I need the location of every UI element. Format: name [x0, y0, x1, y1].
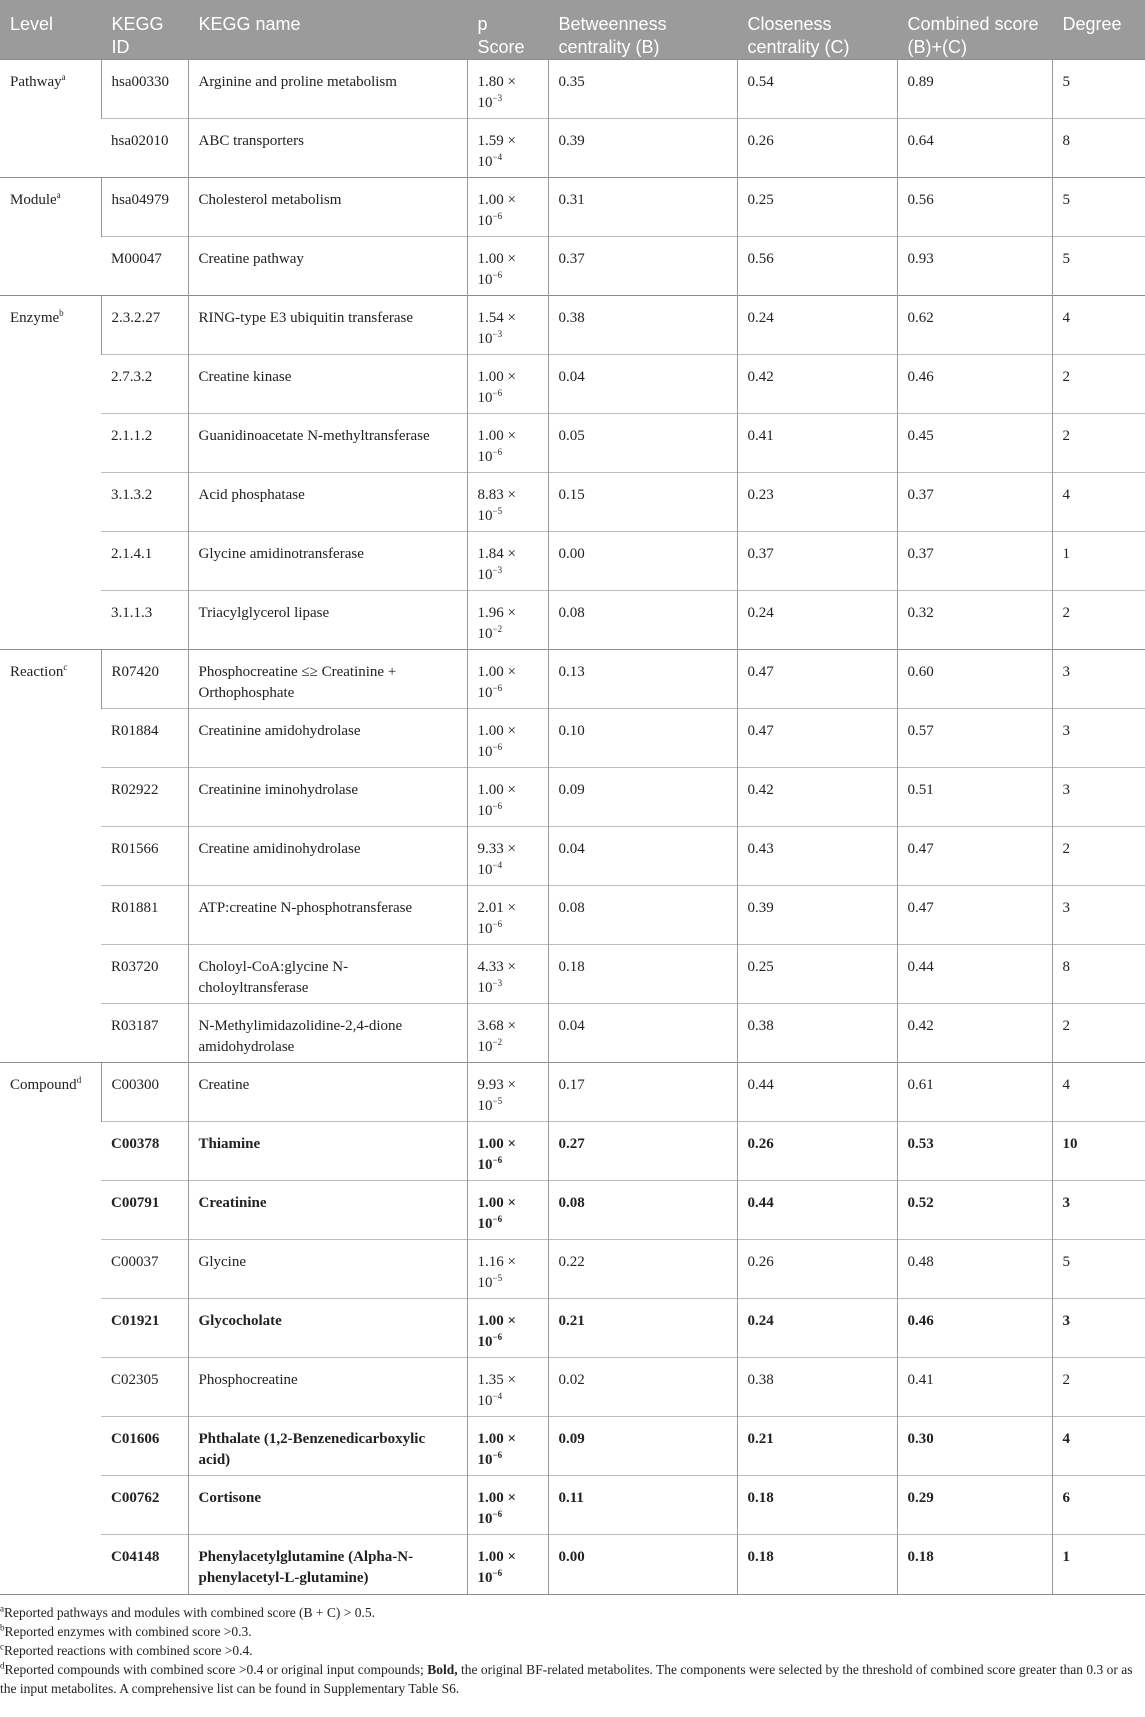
kegg-name-cell: Cortisone	[188, 1476, 467, 1535]
degree-cell: 2	[1052, 1358, 1145, 1417]
table-row	[0, 1240, 1145, 1299]
degree-cell: 2	[1052, 1004, 1145, 1063]
p-score-cell: 1.00 × $10^{-6}$	[467, 1476, 548, 1535]
kegg-id-cell: 3.1.1.3	[101, 591, 188, 650]
betweenness-cell: 0.39	[548, 119, 737, 178]
table-row	[0, 414, 1145, 473]
kegg-name-cell: Glycocholate	[188, 1299, 467, 1358]
p-score-cell: 8.83 × $10^{-5}$	[467, 473, 548, 532]
kegg-id-cell: R07420	[101, 650, 188, 709]
p-score-cell: 9.93 × $10^{-5}$	[467, 1063, 548, 1122]
p-score-cell: 1.00 × $10^{-6}$	[467, 237, 548, 296]
kegg-name-cell: Creatinine	[188, 1181, 467, 1240]
kegg-id-cell: hsa00330	[101, 60, 188, 119]
level-cell: Pathway$^a$	[0, 60, 101, 178]
kegg-id-cell: C00791	[101, 1181, 188, 1240]
kegg-id-cell: 2.7.3.2	[101, 355, 188, 414]
combined-score-cell: 0.93	[897, 237, 1052, 296]
betweenness-cell: 0.37	[548, 237, 737, 296]
table-row	[0, 650, 1145, 709]
kegg-name-cell: Creatine pathway	[188, 237, 467, 296]
closeness-cell: 0.43	[737, 827, 897, 886]
kegg-id-cell: R03720	[101, 945, 188, 1004]
kegg-id-cell: 2.1.4.1	[101, 532, 188, 591]
table-row	[0, 709, 1145, 768]
combined-score-cell: 0.29	[897, 1476, 1052, 1535]
header-p-score: p Score	[467, 0, 548, 60]
betweenness-cell: 0.38	[548, 296, 737, 355]
combined-score-cell: 0.48	[897, 1240, 1052, 1299]
degree-cell: 5	[1052, 237, 1145, 296]
combined-score-cell: 0.89	[897, 60, 1052, 119]
degree-cell: 3	[1052, 709, 1145, 768]
betweenness-cell: 0.31	[548, 178, 737, 237]
betweenness-cell: 0.15	[548, 473, 737, 532]
p-score-cell: 1.35 × $10^{-4}$	[467, 1358, 548, 1417]
degree-cell: 5	[1052, 178, 1145, 237]
betweenness-cell: 0.11	[548, 1476, 737, 1535]
kegg-id-cell: R02922	[101, 768, 188, 827]
p-score-cell: 9.33 × $10^{-4}$	[467, 827, 548, 886]
kegg-name-cell: Creatinine amidohydrolase	[188, 709, 467, 768]
combined-score-cell: 0.32	[897, 591, 1052, 650]
betweenness-cell: 0.08	[548, 591, 737, 650]
degree-cell: 4	[1052, 1417, 1145, 1476]
footnote: $^b$Reported enzymes with combined score >0.3.	[0, 1622, 252, 1639]
betweenness-cell: 0.08	[548, 1181, 737, 1240]
header-closeness: Closeness centrality (C)	[737, 0, 897, 60]
table-row	[0, 1004, 1145, 1063]
degree-cell: 2	[1052, 414, 1145, 473]
kegg-name-cell: Phosphocreatine ≤≥ Creatinine + Orthophosphate	[188, 650, 467, 709]
degree-cell: 8	[1052, 119, 1145, 178]
p-score-cell: 1.00 × $10^{-6}$	[467, 1122, 548, 1181]
kegg-id-cell: R01881	[101, 886, 188, 945]
combined-score-cell: 0.41	[897, 1358, 1052, 1417]
kegg-name-cell: Acid phosphatase	[188, 473, 467, 532]
degree-cell: 1	[1052, 1535, 1145, 1595]
betweenness-cell: 0.27	[548, 1122, 737, 1181]
degree-cell: 10	[1052, 1122, 1145, 1181]
closeness-cell: 0.42	[737, 355, 897, 414]
degree-cell: 4	[1052, 296, 1145, 355]
closeness-cell: 0.18	[737, 1535, 897, 1595]
closeness-cell: 0.44	[737, 1063, 897, 1122]
table-row	[0, 886, 1145, 945]
closeness-cell: 0.26	[737, 119, 897, 178]
degree-cell: 4	[1052, 473, 1145, 532]
kegg-name-cell: Creatine amidinohydrolase	[188, 827, 467, 886]
closeness-cell: 0.23	[737, 473, 897, 532]
table-row	[0, 119, 1145, 178]
combined-score-cell: 0.18	[897, 1535, 1052, 1595]
degree-cell: 4	[1052, 1063, 1145, 1122]
kegg-name-cell: Phosphocreatine	[188, 1358, 467, 1417]
combined-score-cell: 0.47	[897, 886, 1052, 945]
degree-cell: 6	[1052, 1476, 1145, 1535]
table-row	[0, 1299, 1145, 1358]
betweenness-cell: 0.17	[548, 1063, 737, 1122]
closeness-cell: 0.39	[737, 886, 897, 945]
combined-score-cell: 0.64	[897, 119, 1052, 178]
table-row	[0, 473, 1145, 532]
kegg-id-cell: C01606	[101, 1417, 188, 1476]
table-row	[0, 1122, 1145, 1181]
kegg-name-cell: Thiamine	[188, 1122, 467, 1181]
degree-cell: 5	[1052, 1240, 1145, 1299]
table-row	[0, 945, 1145, 1004]
degree-cell: 3	[1052, 650, 1145, 709]
footnote: $^d$Reported compounds with combined score >0.4 or original input compounds; Bold, the original BF-related metabolites. The components were selected by the threshold of combined score greater than 0.3 or as the input metabolites. A comprehensive list can be found in Supplementary Table S6.	[0, 1660, 1133, 1696]
betweenness-cell: 0.02	[548, 1358, 737, 1417]
kegg-id-cell: C02305	[101, 1358, 188, 1417]
closeness-cell: 0.47	[737, 709, 897, 768]
kegg-id-cell: R03187	[101, 1004, 188, 1063]
kegg-id-cell: 2.3.2.27	[101, 296, 188, 355]
kegg-name-cell: N-Methylimidazolidine-2,4-dione amidohydrolase	[188, 1004, 467, 1063]
p-score-cell: 1.96 × $10^{-2}$	[467, 591, 548, 650]
footnote: $^c$Reported reactions with combined score >0.4.	[0, 1641, 253, 1658]
kegg-id-cell: R01884	[101, 709, 188, 768]
p-score-cell: 1.84 × $10^{-3}$	[467, 532, 548, 591]
p-score-cell: 1.16 × $10^{-5}$	[467, 1240, 548, 1299]
level-cell: Compound$^d$	[0, 1063, 101, 1595]
closeness-cell: 0.24	[737, 1299, 897, 1358]
degree-cell: 3	[1052, 1181, 1145, 1240]
p-score-cell: 1.00 × $10^{-6}$	[467, 768, 548, 827]
closeness-cell: 0.24	[737, 591, 897, 650]
p-score-cell: 2.01 × $10^{-6}$	[467, 886, 548, 945]
closeness-cell: 0.26	[737, 1122, 897, 1181]
header-kegg-name: KEGG name	[188, 0, 467, 60]
closeness-cell: 0.56	[737, 237, 897, 296]
closeness-cell: 0.41	[737, 414, 897, 473]
kegg-id-cell: 2.1.1.2	[101, 414, 188, 473]
level-cell: Module$^a$	[0, 178, 101, 296]
combined-score-cell: 0.62	[897, 296, 1052, 355]
header-kegg-id: KEGG ID	[101, 0, 188, 60]
p-score-cell: 3.68 × $10^{-2}$	[467, 1004, 548, 1063]
kegg-name-cell: Creatine kinase	[188, 355, 467, 414]
closeness-cell: 0.18	[737, 1476, 897, 1535]
combined-score-cell: 0.45	[897, 414, 1052, 473]
kegg-id-cell: 3.1.3.2	[101, 473, 188, 532]
p-score-cell: 1.80 × $10^{-3}$	[467, 60, 548, 119]
betweenness-cell: 0.00	[548, 1535, 737, 1595]
betweenness-cell: 0.05	[548, 414, 737, 473]
kegg-id-cell: M00047	[101, 237, 188, 296]
closeness-cell: 0.54	[737, 60, 897, 119]
kegg-id-cell: C00378	[101, 1122, 188, 1181]
combined-score-cell: 0.51	[897, 768, 1052, 827]
p-score-cell: 1.00 × $10^{-6}$	[467, 178, 548, 237]
combined-score-cell: 0.46	[897, 355, 1052, 414]
kegg-name-cell: Glycine	[188, 1240, 467, 1299]
kegg-name-cell: Phthalate (1,2-Benzenedicarboxylic acid)	[188, 1417, 467, 1476]
betweenness-cell: 0.21	[548, 1299, 737, 1358]
p-score-cell: 1.00 × $10^{-6}$	[467, 1299, 548, 1358]
degree-cell: 2	[1052, 355, 1145, 414]
header-combined-score: Combined score (B)+(C)	[897, 0, 1052, 60]
table-row	[0, 1535, 1145, 1595]
betweenness-cell: 0.04	[548, 1004, 737, 1063]
kegg-name-cell: RING-type E3 ubiquitin transferase	[188, 296, 467, 355]
betweenness-cell: 0.04	[548, 827, 737, 886]
level-cell: Reaction$^c$	[0, 650, 101, 1063]
kegg-id-cell: C00762	[101, 1476, 188, 1535]
degree-cell: 2	[1052, 591, 1145, 650]
combined-score-cell: 0.30	[897, 1417, 1052, 1476]
header-degree: Degree	[1052, 0, 1145, 60]
combined-score-cell: 0.61	[897, 1063, 1052, 1122]
betweenness-cell: 0.13	[548, 650, 737, 709]
combined-score-cell: 0.46	[897, 1299, 1052, 1358]
table-footnotes	[0, 1595, 1145, 1698]
kegg-id-cell: R01566	[101, 827, 188, 886]
betweenness-cell: 0.04	[548, 355, 737, 414]
closeness-cell: 0.25	[737, 178, 897, 237]
table-row	[0, 591, 1145, 650]
combined-score-cell: 0.52	[897, 1181, 1052, 1240]
kegg-id-cell: C01921	[101, 1299, 188, 1358]
closeness-cell: 0.37	[737, 532, 897, 591]
table-row	[0, 1417, 1145, 1476]
table-row	[0, 60, 1145, 119]
footnote: $^a$Reported pathways and modules with combined score (B + C) > 0.5.	[0, 1603, 376, 1620]
betweenness-cell: 0.08	[548, 886, 737, 945]
degree-cell: 1	[1052, 532, 1145, 591]
header-betweenness: Betweenness centrality (B)	[548, 0, 737, 60]
betweenness-cell: 0.22	[548, 1240, 737, 1299]
kegg-name-cell: ABC transporters	[188, 119, 467, 178]
table-body	[0, 60, 1145, 1595]
combined-score-cell: 0.60	[897, 650, 1052, 709]
closeness-cell: 0.24	[737, 296, 897, 355]
p-score-cell: 4.33 × $10^{-3}$	[467, 945, 548, 1004]
kegg-name-cell: ATP:creatine N-phosphotransferase	[188, 886, 467, 945]
degree-cell: 8	[1052, 945, 1145, 1004]
p-score-cell: 1.00 × $10^{-6}$	[467, 414, 548, 473]
table-row	[0, 237, 1145, 296]
kegg-name-cell: Cholesterol metabolism	[188, 178, 467, 237]
p-score-cell: 1.54 × $10^{-3}$	[467, 296, 548, 355]
p-score-cell: 1.00 × $10^{-6}$	[467, 709, 548, 768]
p-score-cell: 1.59 × $10^{-4}$	[467, 119, 548, 178]
betweenness-cell: 0.18	[548, 945, 737, 1004]
table-row	[0, 1063, 1145, 1122]
kegg-name-cell: Phenylacetylglutamine (Alpha-N-phenylacetyl-L-glutamine)	[188, 1535, 467, 1595]
betweenness-cell: 0.09	[548, 768, 737, 827]
combined-score-cell: 0.42	[897, 1004, 1052, 1063]
table-row	[0, 532, 1145, 591]
p-score-cell: 1.00 × $10^{-6}$	[467, 1181, 548, 1240]
degree-cell: 2	[1052, 827, 1145, 886]
kegg-name-cell: Choloyl-CoA:glycine N-choloyltransferase	[188, 945, 467, 1004]
kegg-name-cell: Creatine	[188, 1063, 467, 1122]
kegg-id-cell: hsa02010	[101, 119, 188, 178]
degree-cell: 3	[1052, 1299, 1145, 1358]
kegg-name-cell: Arginine and proline metabolism	[188, 60, 467, 119]
kegg-id-cell: C00300	[101, 1063, 188, 1122]
table-row	[0, 355, 1145, 414]
kegg-name-cell: Triacylglycerol lipase	[188, 591, 467, 650]
kegg-name-cell: Creatinine iminohydrolase	[188, 768, 467, 827]
closeness-cell: 0.26	[737, 1240, 897, 1299]
degree-cell: 5	[1052, 60, 1145, 119]
table-row	[0, 1358, 1145, 1417]
closeness-cell: 0.38	[737, 1358, 897, 1417]
closeness-cell: 0.44	[737, 1181, 897, 1240]
combined-score-cell: 0.47	[897, 827, 1052, 886]
closeness-cell: 0.42	[737, 768, 897, 827]
kegg-id-cell: hsa04979	[101, 178, 188, 237]
table-row	[0, 296, 1145, 355]
table-row	[0, 827, 1145, 886]
p-score-cell: 1.00 × $10^{-6}$	[467, 1417, 548, 1476]
closeness-cell: 0.38	[737, 1004, 897, 1063]
p-score-cell: 1.00 × $10^{-6}$	[467, 355, 548, 414]
closeness-cell: 0.47	[737, 650, 897, 709]
kegg-name-cell: Glycine amidinotransferase	[188, 532, 467, 591]
betweenness-cell: 0.09	[548, 1417, 737, 1476]
degree-cell: 3	[1052, 768, 1145, 827]
table-row	[0, 1476, 1145, 1535]
kegg-name-cell: Guanidinoacetate N-methyltransferase	[188, 414, 467, 473]
kegg-id-cell: C04148	[101, 1535, 188, 1595]
combined-score-cell: 0.37	[897, 473, 1052, 532]
closeness-cell: 0.21	[737, 1417, 897, 1476]
table-header-row	[0, 0, 1145, 60]
betweenness-cell: 0.10	[548, 709, 737, 768]
combined-score-cell: 0.37	[897, 532, 1052, 591]
table-row	[0, 178, 1145, 237]
header-level: Level	[0, 0, 101, 60]
kegg-id-cell: C00037	[101, 1240, 188, 1299]
p-score-cell: 1.00 × $10^{-6}$	[467, 1535, 548, 1595]
combined-score-cell: 0.53	[897, 1122, 1052, 1181]
betweenness-cell: 0.00	[548, 532, 737, 591]
combined-score-cell: 0.57	[897, 709, 1052, 768]
p-score-cell: 1.00 × $10^{-6}$	[467, 650, 548, 709]
combined-score-cell: 0.56	[897, 178, 1052, 237]
closeness-cell: 0.25	[737, 945, 897, 1004]
level-cell: Enzyme$^b$	[0, 296, 101, 650]
degree-cell: 3	[1052, 886, 1145, 945]
table-row	[0, 1181, 1145, 1240]
table-row	[0, 768, 1145, 827]
combined-score-cell: 0.44	[897, 945, 1052, 1004]
betweenness-cell: 0.35	[548, 60, 737, 119]
